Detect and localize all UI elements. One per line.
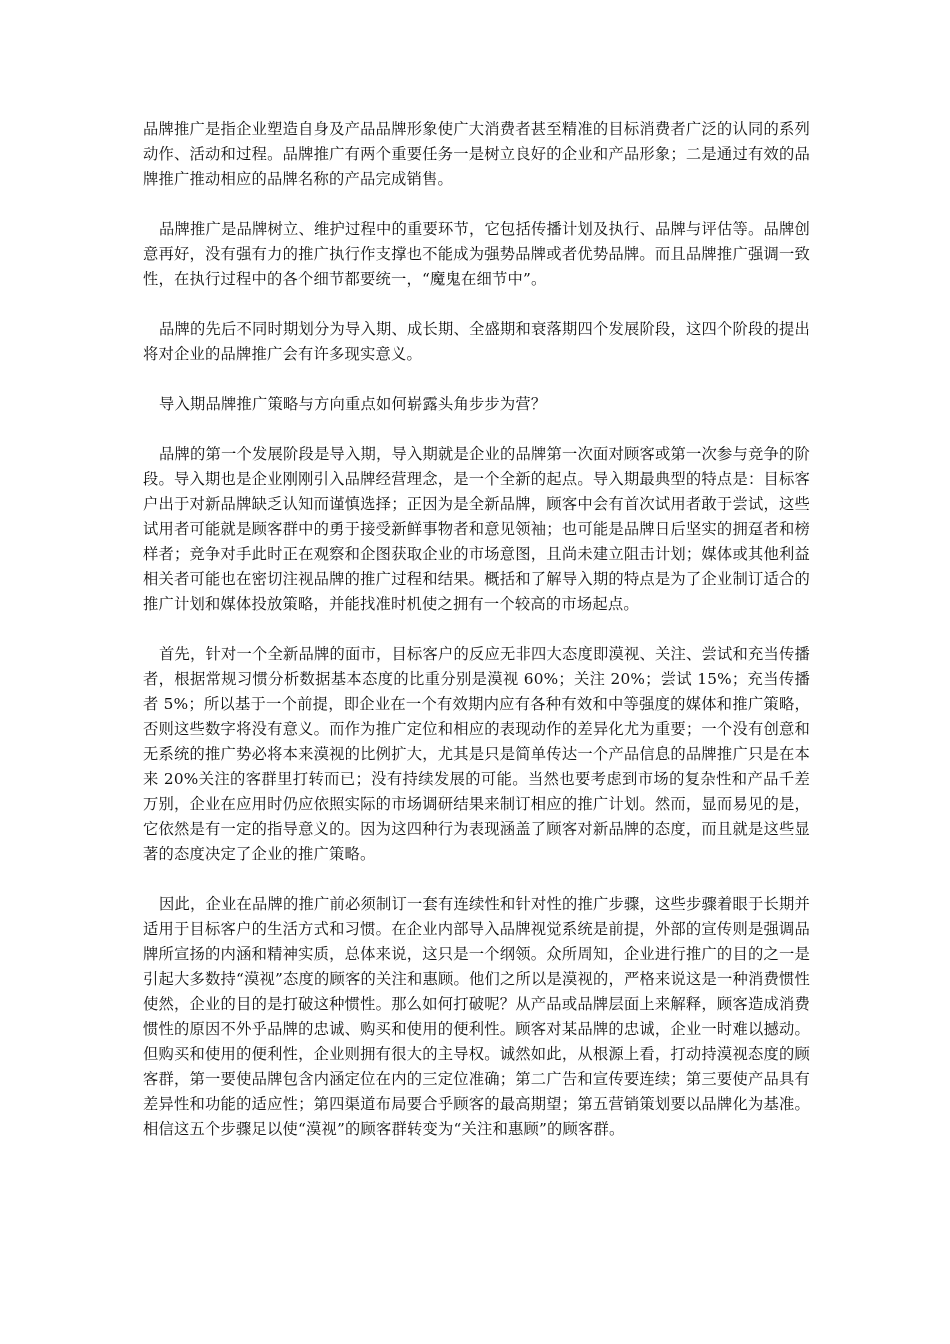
section-heading-introduction-stage: 导入期品牌推广策略与方向重点如何崭露头角步步为营？ xyxy=(159,395,547,413)
paragraph-introduction-stage: 品牌的第一个发展阶段是导入期，导入期就是企业的品牌第一次面对顾客或第一次参与竞争的阶段。导入期也是企业刚刚引入品牌经营理念，是一个全新的起点。导入期最典型的特点是：目标客户出于对新品牌缺乏认知而谨慎选择；正因为是全新品牌，顾客中会有首次试用者敢于尝试，这些试用者可能就是顾客群中的勇于接受新鲜事物者和意见领袖；也可能是品牌日后坚实的拥趸者和榜样者；竞争对手此时正在观察和企图获取企业的市场意图，且尚未建立阻击计划；媒体或其他利益相关者可能也在密切注视品牌的推广过程和结果。概括和了解导入期的特点是为了企业制订适合的推广计划和媒体投放策略，并能找准时机使之拥有一个较高的市场起点。 xyxy=(143,445,810,613)
paragraph-customer-attitudes: 首先，针对一个全新品牌的面市，目标客户的反应无非四大态度即漠视、关注、尝试和充当传播者，根据常规习惯分析数据基本态度的比重分别是漠视 60%；关注 20%；尝试 15%；充当传播者 5%；所以基于一个前提，即企业在一个有效期内应有各种有效和中等强度的媒体和推广策略，否则这些数字将没有意义。而作为推广定位和相应的表现动作的差异化尤为重要；一个没有创意和无系统的推广势必将本来漠视的比例扩大，尤其是只是简单传达一个产品信息的品牌推广只是在本来 20%关注的客群里打转而已；没有持续发展的可能。当然也要考虑到市场的复杂性和产品千差万别，企业在应用时仍应依照实际的市场调研结果来制订相应的推广计划。然而，显而易见的是，它依然是有一定的指导意义的。因为这四种行为表现涵盖了顾客对新品牌的态度，而且就是这些显著的态度决定了企业的推广策略。 xyxy=(143,645,810,863)
paragraph-promotion-steps: 因此，企业在品牌的推广前必须制订一套有连续性和针对性的推广步骤，这些步骤着眼于长期并适用于目标客户的生活方式和习惯。在企业内部导入品牌视觉系统是前提，外部的宣传则是强调品牌所宣扬的内涵和精神实质，总体来说，这只是一个纲领。众所周知，企业进行推广的目的之一是引起大多数持“漠视”态度的顾客的关注和惠顾。他们之所以是漠视的，严格来说这是一种消费惯性使然，企业的目的是打破这种惯性。那么如何打破呢？从产品或品牌层面上来解释，顾客造成消费惯性的原因不外乎品牌的忠诚、购买和使用的便利性。顾客对某品牌的忠诚，企业一时难以撼动。但购买和使用的便利性，企业则拥有很大的主导权。诚然如此，从根源上看，打动持漠视态度的顾客群，第一要使品牌包含内涵定位在内的三定位准确；第二广告和宣传要连续；第三要使产品具有差异性和功能的适应性；第四渠道布局要合乎顾客的最高期望；第五营销策划要以品牌化为基准。相信这五个步骤足以使“漠视”的顾客群转变为“关注和惠顾”的顾客群。 xyxy=(143,895,810,1138)
paragraph-intro: 品牌推广是指企业塑造自身及产品品牌形象使广大消费者甚至精准的目标消费者广泛的认同的系列动作、活动和过程。品牌推广有两个重要任务一是树立良好的企业和产品形象；二是通过有效的品牌推广推动相应的品牌名称的产品完成销售。 xyxy=(143,120,810,188)
paragraph-promotion-link: 品牌推广是品牌树立、维护过程中的重要环节，它包括传播计划及执行、品牌与评估等。品牌创意再好，没有强有力的推广执行作支撑也不能成为强势品牌或者优势品牌。而且品牌推广强调一致性，在执行过程中的各个细节都要统一，“魔鬼在细节中”。 xyxy=(143,220,810,288)
document-body xyxy=(143,117,810,1167)
paragraph-stages: 品牌的先后不同时期划分为导入期、成长期、全盛期和衰落期四个发展阶段，这四个阶段的提出将对企业的品牌推广会有许多现实意义。 xyxy=(143,320,810,363)
